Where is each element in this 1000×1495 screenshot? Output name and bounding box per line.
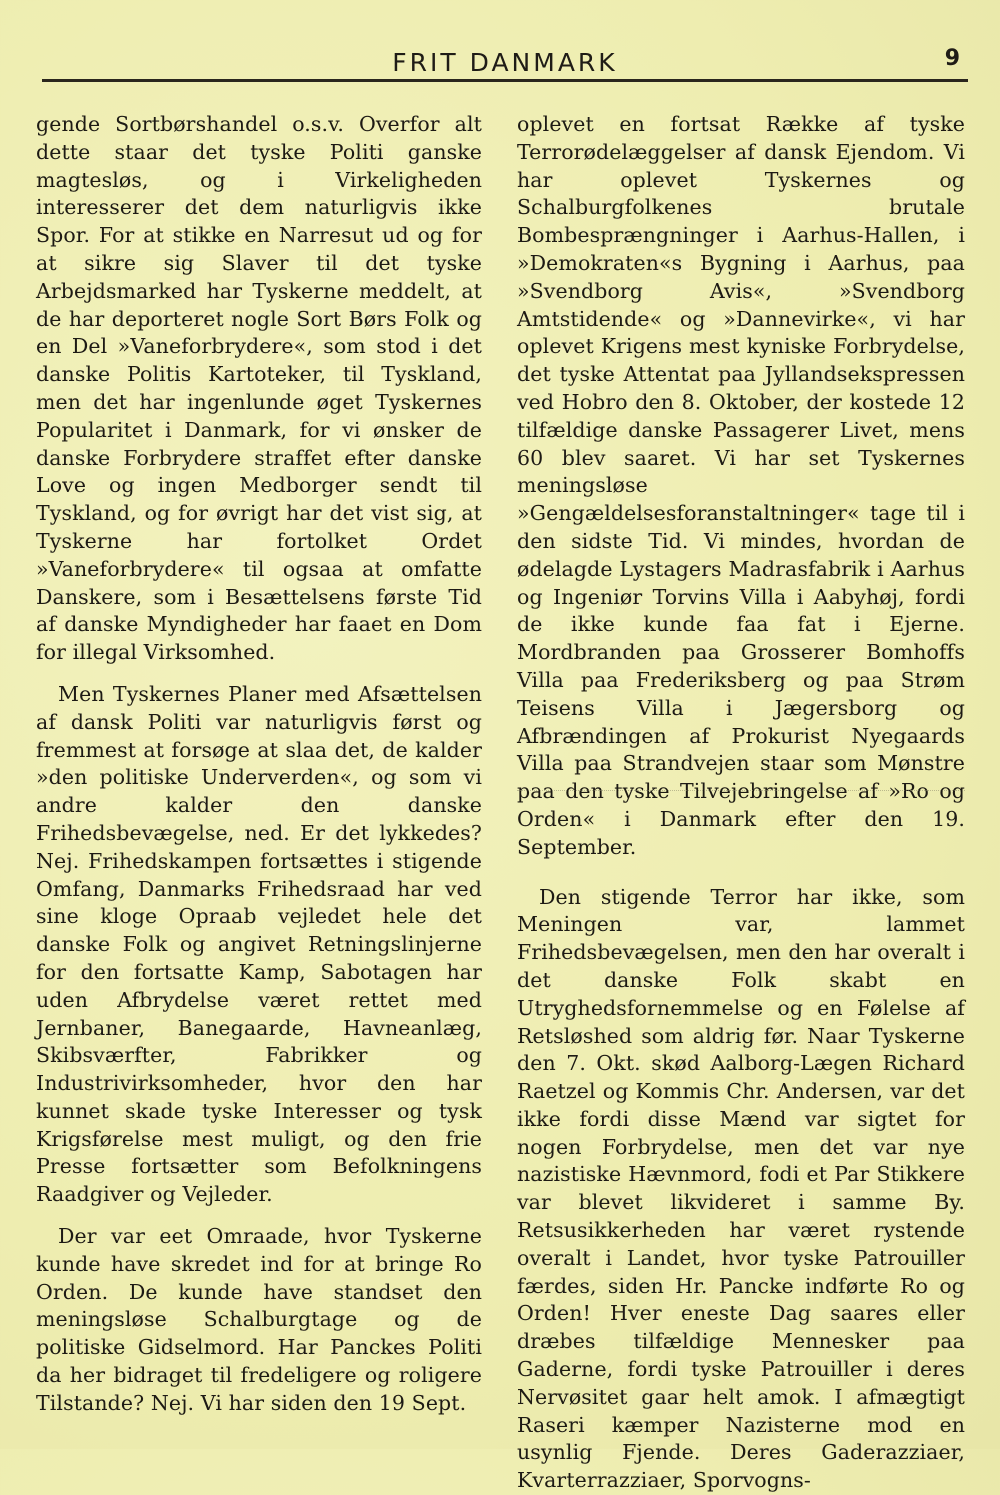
column-divider xyxy=(517,790,965,791)
paragraph-continuation: gende Sortbørshandel o.s.v. Overfor alt dette staar det tyske Politi ganske magtesløs, og i Virkeligheden interesserer det dem naturligvis ikke Spor. For at stikke en Narresut ud og for at sikre sig Slaver til det tyske Arbejdsmarked har Tyskerne meddelt, at de har deporteret nogle Sort Børs Folk og en Del »Vaneforbrydere«, som stod i det danske Politis Kartoteker, til Tyskland, men det har ingenlunde øget Tyskernes Popularitet i Danmark, for vi ønsker de danske Forbrydere straffet efter danske Love og ingen Medborger sendt til Tyskland, og for øvrigt har det vist sig, at Tyskerne har fortolket Ordet »Vaneforbrydere« til ogsaa at omfatte Danskere, som i Besættelsens første Tid af danske Myndigheder har faaet en Dom for illegal Virksomhed. xyxy=(36,112,482,665)
header-rule xyxy=(42,79,968,82)
left-column xyxy=(36,111,482,1418)
page-title: FRIT DANMARK xyxy=(392,48,618,77)
right-column xyxy=(517,111,965,1495)
paragraph: Den stigende Terror har ikke, som Meningen var, lammet Frihedsbevægelsen, men den har overalt i det danske Folk skabt en Utryghedsfornemmelse og en Følelse af Retsløshed som aldrig før. Naar Tyskerne den 7. Okt. skød Aalborg-Lægen Richard Raetzel og Kommis Chr. Andersen, var det ikke fordi disse Mænd var sigtet for nogen Forbrydelse, men det var nye nazistiske Hævnmord, fodi et Par Stikkere var blevet likvideret i samme By. Retsusikkerheden har været rystende overalt i Landet, hvor tyske Patrouiller færdes, siden Hr. Pancke indførte Ro og Orden! Hver eneste Dag saares eller dræbes tilfældige Mennesker paa Gaderne, fordi tyske Patrouiller i deres Nervøsitet gaar helt amok. I afmægtigt Raseri kæmper Nazisterne mod en usynlig Fjende. Deres Gaderazziaer, Kvarterrazziaer, Sporvogns- xyxy=(517,884,965,1493)
page-number: 9 xyxy=(944,46,960,71)
paragraph: Men Tyskernes Planer med Afsættelsen af dansk Politi var naturligvis først og fremmest at forsøge at slaa det, de kalder »den politiske Underverden«, og som vi andre kalder den danske Frihedsbevægelse, ned. Er det lykkedes? Nej. Frihedskampen fortsættes i stigende Omfang, Danmarks Frihedsraad har ved sine kloge Opraab vejledet hele det danske Folk og angivet Retningslinjerne for den fortsatte Kamp, Sabotagen har uden Afbrydelse været rettet med Jernbaner, Banegaarde, Havneanlæg, Skibsværfter, Fabrikker og Industrivirksomheder, hvor den har kunnet skade tyske Interesser og tysk Krigsførelse mest muligt, og den frie Presse fortsætter som Befolkningens Raadgiver og Vejleder. xyxy=(36,681,482,1207)
paragraph: Der var eet Omraade, hvor Tyskerne kunde have skredet ind for at bringe Ro Orden. De kunde have standset den meningsløse Schalburgtage og de politiske Gidselmord. Har Panckes Politi da her bidraget til fredeligere og roligere Tilstande? Nej. Vi har siden den 19 Sept. xyxy=(36,1224,482,1415)
paragraph-continuation: oplevet en fortsat Række af tyske Terrorødelæggelser af dansk Ejendom. Vi har oplevet Tyskernes og Schalburgfolkenes brutale Bombesprængninger i Aarhus-Hallen, i »Demokraten«s Bygning i Aarhus, paa »Svendborg Avis«, »Svendborg Amtstidende« og »Dannevirke«, vi har oplevet Krigens mest kyniske Forbrydelse, det tyske Attentat paa Jyllandsekspressen ved Hobro den 8. Oktober, der kostede 12 tilfældige danske Passagerer Livet, mens 60 blev saaret. Vi har set Tyskernes meningsløse »Gengældelsesforanstaltninger« tage til i den sidste Tid. Vi mindes, hvordan de ødelagde Lystagers Madrasfabrik i Aarhus og Ingeniør Torvins Villa i Aabyhøj, fordi de ikke kunde faa fat i Ejerne. Mordbranden paa Grosserer Bomhoffs Villa paa Frederiksberg og paa Strøm Teisens Villa i Jægersborg og Afbrændingen af Prokurist Nyegaards Villa paa Strandvejen staar som Mønstre paa den tyske Tilvejebringelse af »Ro og Orden« i Danmark efter den 19. September. xyxy=(517,112,965,859)
page-header xyxy=(42,44,968,84)
